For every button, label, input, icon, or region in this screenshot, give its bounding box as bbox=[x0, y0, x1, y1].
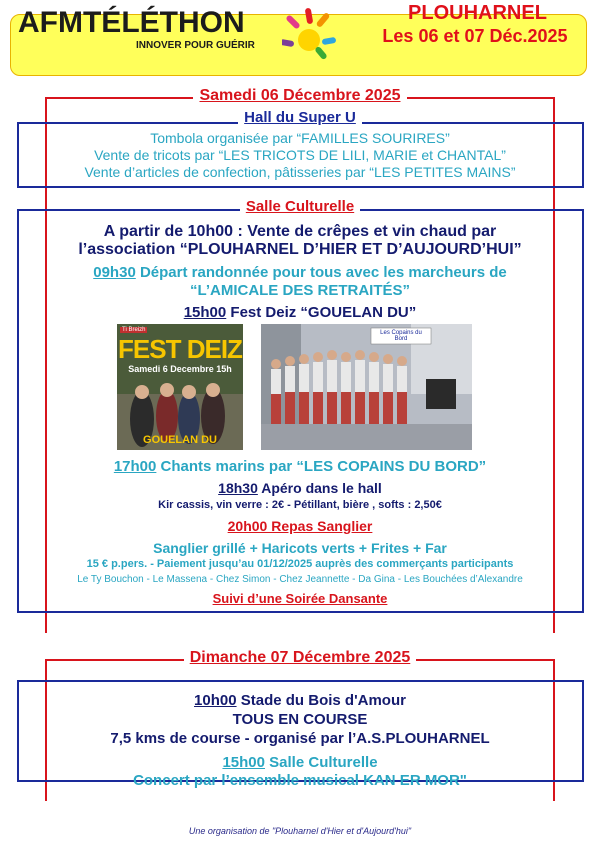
fest-time: 15h00 bbox=[183, 304, 227, 321]
salle-time: 15h00 bbox=[222, 754, 265, 771]
apero-time: 18h30 bbox=[218, 480, 258, 496]
chants-text: Chants marins par “LES COPAINS DU BORD” bbox=[156, 458, 487, 475]
repas-price: 15 € p.pers. - Paiement jusqu’au 01/12/2025 auprès des commerçants participants bbox=[86, 558, 514, 570]
footer-credit: Une organisation de "Plouharnel d'Hier et d'Aujourd'hui" bbox=[188, 826, 412, 836]
salle-line bbox=[0, 754, 600, 771]
saturday-title-wrap bbox=[0, 87, 600, 105]
salle-title-wrap bbox=[0, 198, 600, 215]
fest-text: Fest Deiz “GOUELAN DU” bbox=[226, 304, 417, 321]
choir-image bbox=[261, 324, 472, 450]
salle-text: Salle Culturelle bbox=[265, 754, 378, 771]
sunday-title-wrap bbox=[0, 649, 600, 667]
poster-title: FEST DEIZ bbox=[118, 334, 242, 364]
rando-text: Départ randonnée pour tous avec les marcheurs de bbox=[135, 264, 507, 281]
concert-line: Concert par l’ensemble musical KAN ER MOR" bbox=[133, 772, 467, 789]
chants-time: 17h00 bbox=[113, 458, 157, 475]
crepes-line-1: A partir de 10h00 : Vente de crêpes et vin chaud par bbox=[103, 223, 497, 240]
copains-du-bord-photo bbox=[261, 324, 472, 450]
crepes-line-2: l’association “PLOUHARNEL D’HIER ET D’AUJOURD’HUI” bbox=[78, 241, 522, 258]
repas-menu: Sanglier grillé + Haricots verts + Frites + Far bbox=[153, 540, 447, 556]
hall-line-2: Vente de tricots par “LES TRICOTS DE LILI, MARIE et CHANTAL” bbox=[94, 147, 506, 163]
soiree-dansante: Suivi d’une Soirée Dansante bbox=[212, 591, 388, 606]
hall-title: Hall du Super U bbox=[238, 109, 362, 126]
course-line-2: 7,5 kms de course - organisé par l’A.S.PLOUHARNEL bbox=[110, 730, 490, 747]
event-dates: Les 06 et 07 Déc.2025 bbox=[382, 26, 568, 46]
saturday-title: Samedi 06 Décembre 2025 bbox=[193, 87, 406, 104]
repas-title: 20h00 Repas Sanglier bbox=[227, 518, 373, 534]
fest-line bbox=[0, 304, 600, 321]
hall-title-wrap bbox=[0, 109, 600, 126]
poster-brand: Ti Breizh bbox=[122, 327, 146, 333]
fest-deiz-poster bbox=[117, 324, 243, 450]
apero-text: Apéro dans le hall bbox=[257, 480, 382, 496]
hall-line-3: Vente d’articles de confection, pâtisseries par “LES PETITES MAINS” bbox=[84, 164, 516, 180]
rando-line-2: “L’AMICALE DES RETRAITÉS” bbox=[189, 282, 410, 299]
hall-line-1: Tombola organisée par “FAMILLES SOURIRES” bbox=[150, 130, 450, 146]
chants-line bbox=[0, 458, 600, 475]
afm-telethon-logo: AFMTÉLÉTHON bbox=[18, 6, 245, 39]
logo-tagline: INNOVER POUR GUÉRIR bbox=[136, 40, 255, 51]
apero-prices: Kir cassis, vin verre : 2€ - Pétillant, bière , softs : 2,50€ bbox=[158, 499, 442, 511]
apero-line bbox=[0, 480, 600, 496]
stade-text: Stade du Bois d'Amour bbox=[236, 692, 406, 709]
stade-line bbox=[0, 692, 600, 709]
sun-logo-icon bbox=[282, 6, 336, 62]
salle-title: Salle Culturelle bbox=[240, 198, 360, 215]
rando-line-1 bbox=[0, 264, 600, 281]
course-line-1: TOUS EN COURSE bbox=[232, 711, 368, 728]
sunday-title: Dimanche 07 Décembre 2025 bbox=[184, 649, 417, 666]
stade-time: 10h00 bbox=[194, 692, 237, 709]
poster-date: Samedi 6 Decembre 15h bbox=[128, 364, 232, 374]
banner-text: Les Copains du Bord bbox=[380, 330, 422, 342]
city-name: PLOUHARNEL bbox=[408, 2, 547, 24]
rando-time: 09h30 bbox=[93, 264, 136, 281]
repas-shops: Le Ty Bouchon - Le Massena - Chez Simon - Chez Jeannette - Da Gina - Les Bouchées d’Alexandre bbox=[77, 574, 523, 585]
poster-band: GOUELAN DU bbox=[143, 434, 217, 446]
